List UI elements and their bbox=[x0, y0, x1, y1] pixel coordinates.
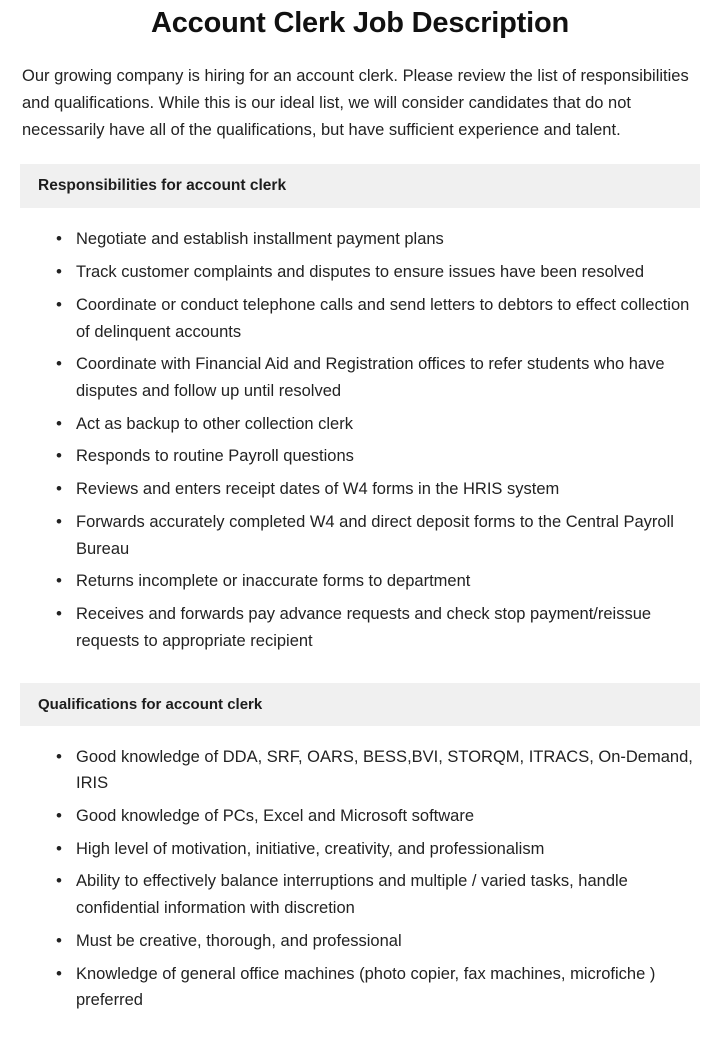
page-title: Account Clerk Job Description bbox=[151, 7, 569, 39]
list-item: • Receives and forwards pay advance requests and check stop payment/reissue requests to appropriate recipient bbox=[54, 601, 700, 656]
list-item: • Returns incomplete or inaccurate forms to department bbox=[54, 568, 700, 597]
list-item: • Forwards accurately completed W4 and direct deposit forms to the Central Payroll Bureau bbox=[54, 509, 700, 564]
list-item: • Act as backup to other collection clerk bbox=[54, 411, 700, 440]
section-header-responsibilities: Responsibilities for account clerk bbox=[20, 164, 700, 208]
job-description-document bbox=[0, 6, 720, 1050]
list-item: • Coordinate with Financial Aid and Registration offices to refer students who have disputes and follow up until resolved bbox=[54, 351, 700, 406]
list-item: • Ability to effectively balance interruptions and multiple / varied tasks, handle confidential information with discretion bbox=[54, 868, 700, 923]
list-item: • Negotiate and establish installment payment plans bbox=[54, 226, 700, 255]
list-item: • Coordinate or conduct telephone calls and send letters to debtors to effect collection of delinquent accounts bbox=[54, 292, 700, 347]
list-item: • Reviews and enters receipt dates of W4 forms in the HRIS system bbox=[54, 476, 700, 505]
section-header-qualifications: Qualifications for account clerk bbox=[20, 683, 700, 726]
list-item: • Good knowledge of DDA, SRF, OARS, BESS,BVI, STORQM, ITRACS, On-Demand, IRIS bbox=[54, 744, 700, 799]
list-item: • Knowledge of general office machines (photo copier, fax machines, microfiche ) preferred bbox=[54, 961, 700, 1016]
qualifications-list bbox=[20, 744, 700, 1016]
list-item: • Responds to routine Payroll questions bbox=[54, 443, 700, 472]
intro-paragraph: Our growing company is hiring for an account clerk. Please review the list of responsibilities and qualifications. While this is our ideal list, we will consider candidates that do not necessarily have all of the qualifications, but have sufficient experience and talent. bbox=[22, 66, 689, 140]
list-item: • Must be creative, thorough, and professional bbox=[54, 928, 700, 957]
list-item: • High level of motivation, initiative, creativity, and professionalism bbox=[54, 836, 700, 865]
list-item: • Track customer complaints and disputes to ensure issues have been resolved bbox=[54, 259, 700, 288]
responsibilities-list bbox=[20, 226, 700, 656]
list-item: • Good knowledge of PCs, Excel and Microsoft software bbox=[54, 803, 700, 832]
